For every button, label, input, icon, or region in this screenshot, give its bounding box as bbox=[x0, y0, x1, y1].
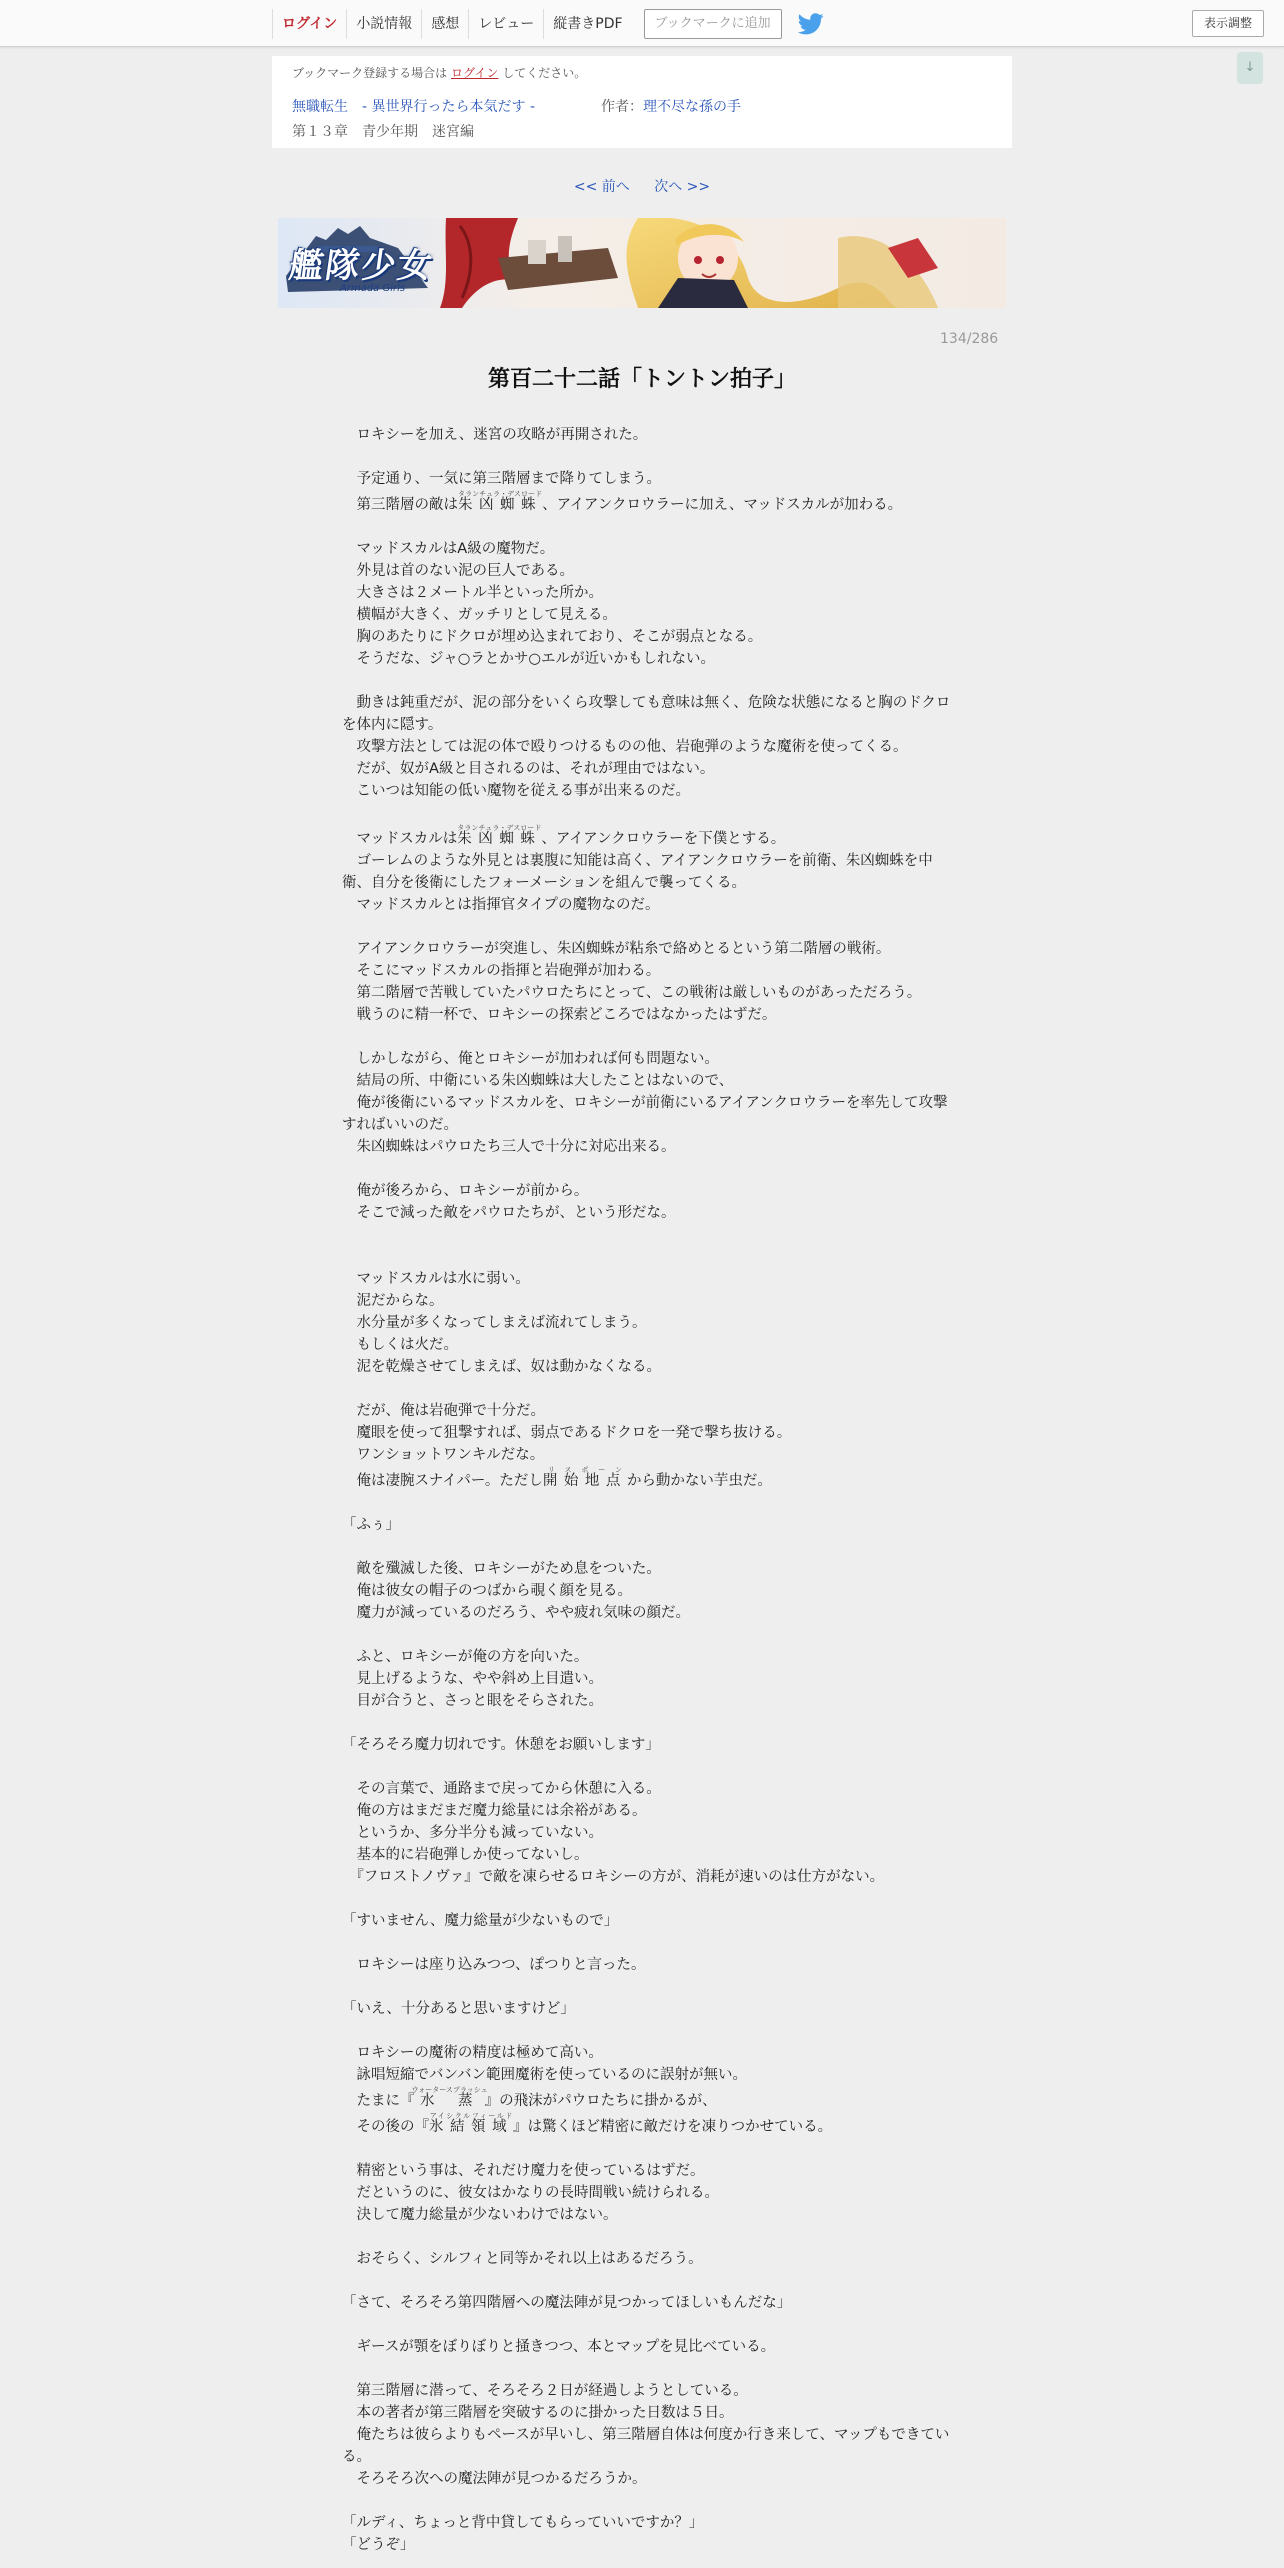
nav-vertical-pdf-link[interactable]: 縦書きPDF bbox=[543, 9, 631, 39]
paragraph-text: その後の『 bbox=[342, 2119, 429, 2135]
body-paragraph: マッドスカルはA級の魔物だ。 bbox=[342, 541, 555, 557]
blank-line bbox=[342, 1492, 952, 1514]
body-paragraph: 敵を殲滅した後、ロキシーがため息をついた。 bbox=[342, 1561, 661, 1577]
body-paragraph: 『フロストノヴァ』で敵を凍らせるロキシーの方が、消耗が速いのは仕方がない。 bbox=[342, 1869, 885, 1885]
ruby-reading: タランチュラ・デスロード bbox=[458, 490, 543, 498]
blank-line bbox=[342, 1026, 952, 1048]
blank-line bbox=[342, 2490, 952, 2512]
body-paragraph: こいつは知能の低い魔物を従える事が出来るのだ。 bbox=[342, 783, 690, 799]
blank-line bbox=[342, 2314, 952, 2336]
body-paragraph: ギースが顎をぼりぼりと掻きつつ、本とマップを見比べている。 bbox=[342, 2339, 776, 2355]
body-paragraph bbox=[342, 824, 952, 850]
nav-impressions-link[interactable]: 感想 bbox=[421, 9, 468, 39]
author-link[interactable]: 理不尽な孫の手 bbox=[643, 99, 741, 115]
body-paragraph: ロキシーの魔術の精度は極めて高い。 bbox=[342, 2045, 603, 2061]
blank-line bbox=[342, 1976, 952, 1998]
body-paragraph: 大きさは２メートル半といった所か。 bbox=[342, 585, 603, 601]
ruby-annotated-word bbox=[458, 490, 543, 513]
ruby-reading: ウォータースプラッシュ bbox=[411, 2086, 488, 2094]
ruby-base: 朱凶蜘蛛 bbox=[458, 497, 543, 513]
banner-logo-subtext: Armada Girls bbox=[340, 283, 406, 294]
blank-line bbox=[342, 1932, 952, 1954]
body-paragraph: ふと、ロキシーが俺の方を向いた。 bbox=[342, 1649, 589, 1665]
body-paragraph: そこで減った敵をパウロたちが、という形だな。 bbox=[342, 1205, 676, 1221]
body-paragraph: しかしながら、俺とロキシーが加われば何も問題ない。 bbox=[342, 1051, 719, 1067]
episode-pager bbox=[0, 176, 1284, 196]
blank-line bbox=[342, 2270, 952, 2292]
body-paragraph bbox=[342, 2086, 952, 2112]
body-paragraph: 「どうぞ」 bbox=[342, 2537, 415, 2553]
paragraph-text: 、アイアンクロウラーを下僕とする。 bbox=[541, 831, 786, 847]
page-down-button[interactable]: ↓ bbox=[1237, 52, 1263, 84]
body-paragraph: 朱凶蜘蛛はパウロたち三人で十分に対応出来る。 bbox=[342, 1139, 676, 1155]
body-paragraph: 第二階層で苦戦していたパウロたちにとって、この戦術は厳しいものがあっただろう。 bbox=[342, 985, 922, 1001]
paragraph-text: マッドスカルは bbox=[342, 831, 458, 847]
body-paragraph: 「すいません、魔力総量が少ないもので」 bbox=[342, 1913, 619, 1929]
body-paragraph: 攻撃方法としては泥の体で殴りつけるものの他、岩砲弾のような魔術を使ってくる。 bbox=[342, 739, 908, 755]
body-paragraph bbox=[342, 2112, 952, 2138]
paragraph-text: 』は驚くほど精密に敵だけを凍りつかせている。 bbox=[513, 2119, 833, 2135]
novel-body-text bbox=[342, 424, 952, 2556]
body-paragraph: 結局の所、中衛にいる朱凶蜘蛛は大したことはないので、 bbox=[342, 1073, 734, 1089]
ruby-annotated-word bbox=[542, 1466, 627, 1489]
ruby-annotated-word bbox=[429, 2112, 514, 2135]
blank-line bbox=[342, 1888, 952, 1910]
blank-line bbox=[342, 2226, 952, 2248]
ruby-annotated-word bbox=[411, 2086, 488, 2109]
body-paragraph: 基本的に岩砲弾しか使ってないし。 bbox=[342, 1847, 589, 1863]
ad-banner[interactable] bbox=[278, 218, 1006, 308]
blank-line bbox=[342, 802, 952, 824]
body-paragraph: 横幅が大きく、ガッチリとして見える。 bbox=[342, 607, 617, 623]
blank-line bbox=[342, 446, 952, 468]
display-settings-button[interactable]: 表示調整 bbox=[1192, 10, 1264, 37]
body-paragraph bbox=[342, 490, 952, 516]
body-paragraph: そうだな、ジャ○ラとかサ○エルが近いかもしれない。 bbox=[342, 651, 716, 667]
nav-novel-info-link[interactable]: 小説情報 bbox=[346, 9, 421, 39]
blank-line bbox=[342, 2138, 952, 2160]
blank-line bbox=[342, 1224, 952, 1246]
blank-line bbox=[342, 1158, 952, 1180]
blank-line bbox=[342, 2358, 952, 2380]
nav-menu bbox=[272, 9, 824, 39]
ruby-base: 水蒸 bbox=[411, 2093, 488, 2109]
paragraph-text: 』の飛沫がパウロたちに掛かるが、 bbox=[484, 2093, 717, 2109]
blank-line bbox=[342, 670, 952, 692]
body-paragraph: そろそろ次への魔法陣が見つかるだろうか。 bbox=[342, 2471, 647, 2487]
blank-line bbox=[342, 1246, 952, 1268]
nav-review-link[interactable]: レビュー bbox=[468, 9, 543, 39]
paragraph-text: から動かない芋虫だ。 bbox=[626, 1473, 772, 1489]
body-paragraph: 魔眼を使って狙撃すれば、弱点であるドクロを一発で撃ち抜ける。 bbox=[342, 1425, 792, 1441]
blank-line bbox=[342, 1712, 952, 1734]
paragraph-text: 、アイアンクロウラーに加え、マッドスカルが加わる。 bbox=[542, 497, 903, 513]
body-paragraph: マッドスカルは水に弱い。 bbox=[342, 1271, 530, 1287]
body-paragraph: 動きは鈍重だが、泥の部分をいくら攻撃しても意味は無く、危険な状態になると胸のドクロを体内に隠す。 bbox=[342, 695, 951, 733]
ruby-reading: タランチュラ・デスロード bbox=[457, 824, 542, 832]
ruby-annotated-word bbox=[457, 824, 542, 847]
body-paragraph: 水分量が多くなってしまえば流れてしまう。 bbox=[342, 1315, 647, 1331]
next-episode-link[interactable]: 次へ >> bbox=[654, 179, 711, 195]
blank-line bbox=[342, 1624, 952, 1646]
body-paragraph: 決して魔力総量が少ないわけではない。 bbox=[342, 2207, 618, 2223]
body-paragraph: 詠唱短縮でバンバン範囲魔術を使っているのに誤射が無い。 bbox=[342, 2067, 747, 2083]
paragraph-text: たまに『 bbox=[342, 2093, 415, 2109]
body-paragraph: ゴーレムのような外見とは裏腹に知能は高く、アイアンクロウラーを前衛、朱凶蜘蛛を中衛、自分を後衛にしたフォーメーションを組んで襲ってくる。 bbox=[342, 853, 933, 891]
body-paragraph: 俺が後衛にいるマッドスカルを、ロキシーが前衛にいるアイアンクロウラーを率先して攻撃すればいいのだ。 bbox=[342, 1095, 948, 1133]
blank-line bbox=[342, 2020, 952, 2042]
body-paragraph: もしくは火だ。 bbox=[342, 1337, 458, 1353]
body-paragraph: 俺が後ろから、ロキシーが前から。 bbox=[342, 1183, 589, 1199]
body-paragraph: ワンショットワンキルだな。 bbox=[342, 1447, 545, 1463]
body-paragraph: 「さて、そろそろ第四階層への魔法陣が見つかってほしいもんだな」 bbox=[342, 2295, 792, 2311]
body-paragraph: ロキシーを加え、迷宮の攻略が再開された。 bbox=[342, 427, 648, 443]
nav-login-link[interactable]: ログイン bbox=[272, 9, 346, 39]
body-paragraph: 魔力が減っているのだろう、やや疲れ気味の顔だ。 bbox=[342, 1605, 690, 1621]
body-paragraph: というか、多分半分も減っていない。 bbox=[342, 1825, 603, 1841]
body-paragraph: 見上げるような、やや斜め上目遣い。 bbox=[342, 1671, 603, 1687]
body-paragraph: 第三階層に潜って、そろそろ２日が経過しようとしている。 bbox=[342, 2383, 748, 2399]
blank-line bbox=[342, 1536, 952, 1558]
body-paragraph: 俺たちは彼らよりもペースが早いし、第三階層自体は何度か行き来して、マップもできている。 bbox=[342, 2427, 950, 2465]
top-navigation-bar bbox=[0, 0, 1284, 47]
body-paragraph: だというのに、彼女はかなりの長時間戦い続けられる。 bbox=[342, 2185, 719, 2201]
ruby-base: 朱凶蜘蛛 bbox=[457, 831, 542, 847]
body-paragraph: そこにマッドスカルの指揮と岩砲弾が加わる。 bbox=[342, 963, 661, 979]
episode-page-count: 134/286 bbox=[940, 331, 999, 347]
body-paragraph: 予定通り、一気に第三階層まで降りてしまう。 bbox=[342, 471, 661, 487]
bookmark-note-suffix: してください。 bbox=[502, 66, 587, 80]
novel-title-link[interactable]: 無職転生 - 異世界行ったら本気だす - bbox=[292, 99, 536, 115]
banner-logo-text: 艦隊少女 bbox=[286, 246, 437, 286]
bookmark-note-login-link[interactable]: ログイン bbox=[451, 66, 499, 80]
author-label: 作者： bbox=[601, 99, 643, 115]
body-paragraph: 俺は彼女の帽子のつばから覗く顔を見る。 bbox=[342, 1583, 632, 1599]
body-paragraph: 外見は首のない泥の巨人である。 bbox=[342, 563, 574, 579]
body-paragraph: ロキシーは座り込みつつ、ぽつりと言った。 bbox=[342, 1957, 646, 1973]
body-paragraph: 泥を乾燥させてしまえば、奴は動かなくなる。 bbox=[342, 1359, 661, 1375]
body-paragraph: 俺の方はまだまだ魔力総量には余裕がある。 bbox=[342, 1803, 647, 1819]
add-bookmark-button[interactable]: ブックマークに追加 bbox=[644, 9, 782, 39]
episode-title: 第百二十二話「トントン拍子」 bbox=[487, 367, 796, 392]
novel-header-box bbox=[272, 56, 1012, 148]
paragraph-text: 第三階層の敵は bbox=[342, 497, 458, 513]
ruby-base: 氷結領域 bbox=[429, 2119, 514, 2135]
body-paragraph: 「ルディ、ちょっと背中貸してもらっていいですか？」 bbox=[342, 2515, 704, 2531]
bookmark-note-prefix: ブックマーク登録する場合は bbox=[292, 66, 448, 80]
body-paragraph: アイアンクロウラーが突進し、朱凶蜘蛛が粘糸で絡めとるという第二階層の戦術。 bbox=[342, 941, 891, 957]
body-paragraph: 「ふぅ」 bbox=[342, 1517, 400, 1533]
body-paragraph: 「いえ、十分あると思いますけど」 bbox=[342, 2001, 575, 2017]
chapter-title: 第１３章 青少年期 迷宮編 bbox=[292, 124, 474, 140]
blank-line bbox=[342, 1378, 952, 1400]
blank-line bbox=[342, 516, 952, 538]
ruby-reading: リスポーン bbox=[542, 1466, 627, 1474]
body-paragraph: 本の著者が第三階層を突破するのに掛かった日数は５日。 bbox=[342, 2405, 734, 2421]
body-paragraph: だが、俺は岩砲弾で十分だ。 bbox=[342, 1403, 545, 1419]
body-paragraph: 精密という事は、それだけ魔力を使っているはずだ。 bbox=[342, 2163, 705, 2179]
blank-line bbox=[342, 916, 952, 938]
ruby-reading: アイシクルフィールド bbox=[429, 2112, 514, 2120]
banner-logo bbox=[286, 238, 437, 294]
body-paragraph: おそらく、シルフィと同等かそれ以上はあるだろう。 bbox=[342, 2251, 703, 2267]
author-line bbox=[601, 96, 741, 116]
body-paragraph bbox=[342, 1466, 952, 1492]
body-paragraph: 戦うのに精一杯で、ロキシーの探索どころではなかったはずだ。 bbox=[342, 1007, 777, 1023]
blank-line bbox=[342, 1756, 952, 1778]
body-paragraph: 目が合うと、さっと眼をそらされた。 bbox=[342, 1693, 603, 1709]
body-paragraph: その言葉で、通路まで戻ってから休憩に入る。 bbox=[342, 1781, 661, 1797]
body-paragraph: だが、奴がA級と目されるのは、それが理由ではない。 bbox=[342, 761, 715, 777]
paragraph-text: 俺は凄腕スナイパー。ただし bbox=[342, 1473, 543, 1489]
ruby-base: 開始地点 bbox=[542, 1473, 627, 1489]
body-paragraph: 胸のあたりにドクロが埋め込まれており、そこが弱点となる。 bbox=[342, 629, 763, 645]
bookmark-login-note bbox=[292, 64, 586, 81]
body-paragraph: 「そろそろ魔力切れです。休憩をお願いします」 bbox=[342, 1737, 660, 1753]
twitter-bird-icon[interactable] bbox=[798, 13, 824, 35]
prev-episode-link[interactable]: << 前へ bbox=[573, 179, 630, 195]
body-paragraph: 泥だからな。 bbox=[342, 1293, 444, 1309]
body-paragraph: マッドスカルとは指揮官タイプの魔物なのだ。 bbox=[342, 897, 660, 913]
